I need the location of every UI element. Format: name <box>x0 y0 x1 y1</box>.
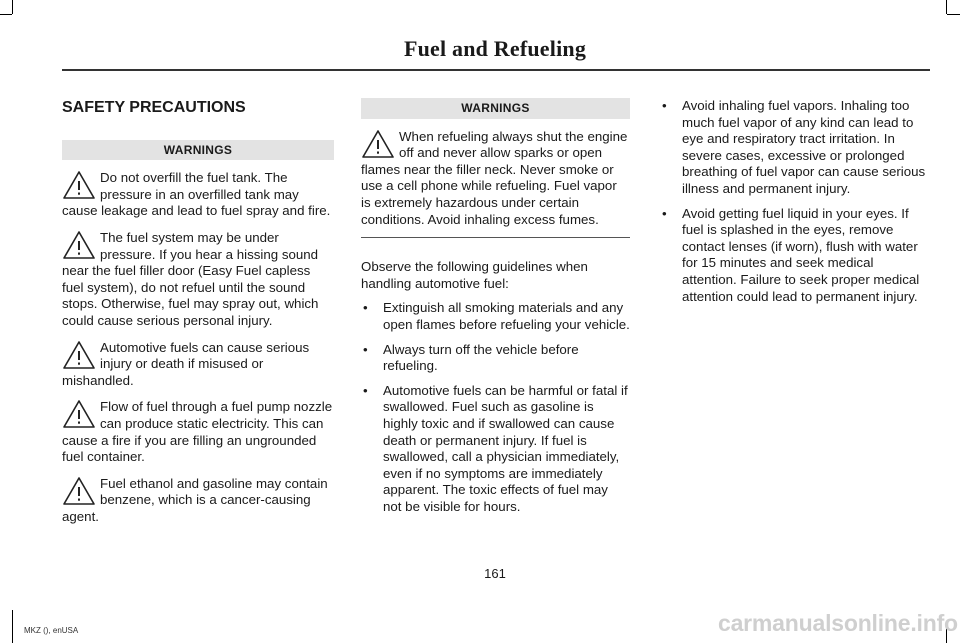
guideline-list <box>361 300 630 515</box>
warning-item <box>62 399 334 465</box>
page-header-title: Fuel and Refueling <box>403 36 587 61</box>
list-item <box>361 300 630 333</box>
warning-text: Automotive fuels can cause serious injury or death if misused or mishandled. <box>62 339 310 388</box>
right-column <box>660 98 926 305</box>
warning-item <box>361 129 630 229</box>
list-item <box>361 342 630 375</box>
list-item <box>361 383 630 516</box>
crop-mark <box>947 14 960 15</box>
list-item-text: Extinguish all smoking materials and any open flames before refueling your vehicle. <box>383 300 630 332</box>
bullet-glyph: • <box>662 98 667 113</box>
warning-triangle-icon <box>62 399 96 429</box>
page-number: 161 <box>484 566 506 581</box>
list-item-text: Always turn off the vehicle before refueling. <box>383 341 579 374</box>
warning-triangle-icon <box>62 340 96 370</box>
warning-text: The fuel system may be under pressure. If you hear a hissing sound near the fuel filler door (Easy Fuel capless fuel system), do not refuel until the sound stops. Otherwise, fuel may spray out, which could cause serious personal injury. <box>62 229 319 328</box>
document-label: MKZ (), enUSA <box>24 626 79 635</box>
crop-mark <box>946 0 947 14</box>
warning-triangle-icon <box>62 170 96 200</box>
left-column <box>62 98 334 525</box>
warning-triangle-icon <box>361 129 395 159</box>
warning-text: Do not overfill the fuel tank. The pressure in an overfilled tank may cause leakage and lead to fuel spray and fire. <box>62 170 331 219</box>
warnings-header: WARNINGS <box>62 140 334 161</box>
bullet-glyph: • <box>662 205 667 221</box>
watermark: carmanualsonline.info <box>718 610 958 636</box>
bullet-glyph: • <box>363 382 368 398</box>
guideline-list <box>660 98 926 305</box>
crop-mark <box>12 610 13 643</box>
section-title: SAFETY PRECAUTIONS <box>62 99 246 116</box>
warning-text: Fuel ethanol and gasoline may contain benzene, which is a cancer-causing agent. <box>62 475 328 524</box>
bullet-glyph: • <box>363 300 368 316</box>
warnings-header: WARNINGS <box>361 98 630 119</box>
intro-paragraph: Observe the following guidelines when handling automotive fuel: <box>361 259 588 291</box>
crop-mark <box>0 14 12 15</box>
warning-text: Flow of fuel through a fuel pump nozzle can produce static electricity. This can cause a fire if you are filling an ungrounded fuel container. <box>62 399 333 465</box>
warning-item <box>62 476 334 526</box>
bullet-glyph: • <box>363 341 368 357</box>
warning-item <box>62 230 334 330</box>
list-item-text: Automotive fuels can be harmful or fatal if swallowed. Fuel such as gasoline is highly toxic and if swallowed can cause death or permanent injury. If fuel is swallowed, call a physician immediately, even if no symptoms are immediately apparent. The toxic effects of fuel may not be visible for hours. <box>383 382 628 514</box>
middle-column <box>361 98 630 515</box>
warning-divider <box>361 237 630 238</box>
warning-item <box>62 340 334 390</box>
list-item <box>660 98 926 198</box>
list-item <box>660 206 926 306</box>
list-item-text: Avoid getting fuel liquid in your eyes. If fuel is splashed in the eyes, remove contact lenses (if worn), flush with water for 15 minutes and seek medical attention. Failure to seek proper medical attention could lead to permanent injury. <box>682 205 920 304</box>
warning-triangle-icon <box>62 476 96 506</box>
crop-mark <box>12 0 13 14</box>
warning-item <box>62 170 334 220</box>
header-rule <box>62 69 930 71</box>
warning-text: When refueling always shut the engine off and never allow sparks or open flames near the filler neck. Never smoke or use a cell phone while refueling. Fuel vapor is extremely hazardous under certain conditions. Avoid inhaling excess fumes. <box>361 128 628 227</box>
list-item-text: Avoid inhaling fuel vapors. Inhaling too much fuel vapor of any kind can lead to eye and respiratory tract irritation. In severe cases, excessive or prolonged breathing of fuel vapor can cause serious illness and permanent injury. <box>682 98 926 196</box>
warning-triangle-icon <box>62 230 96 260</box>
